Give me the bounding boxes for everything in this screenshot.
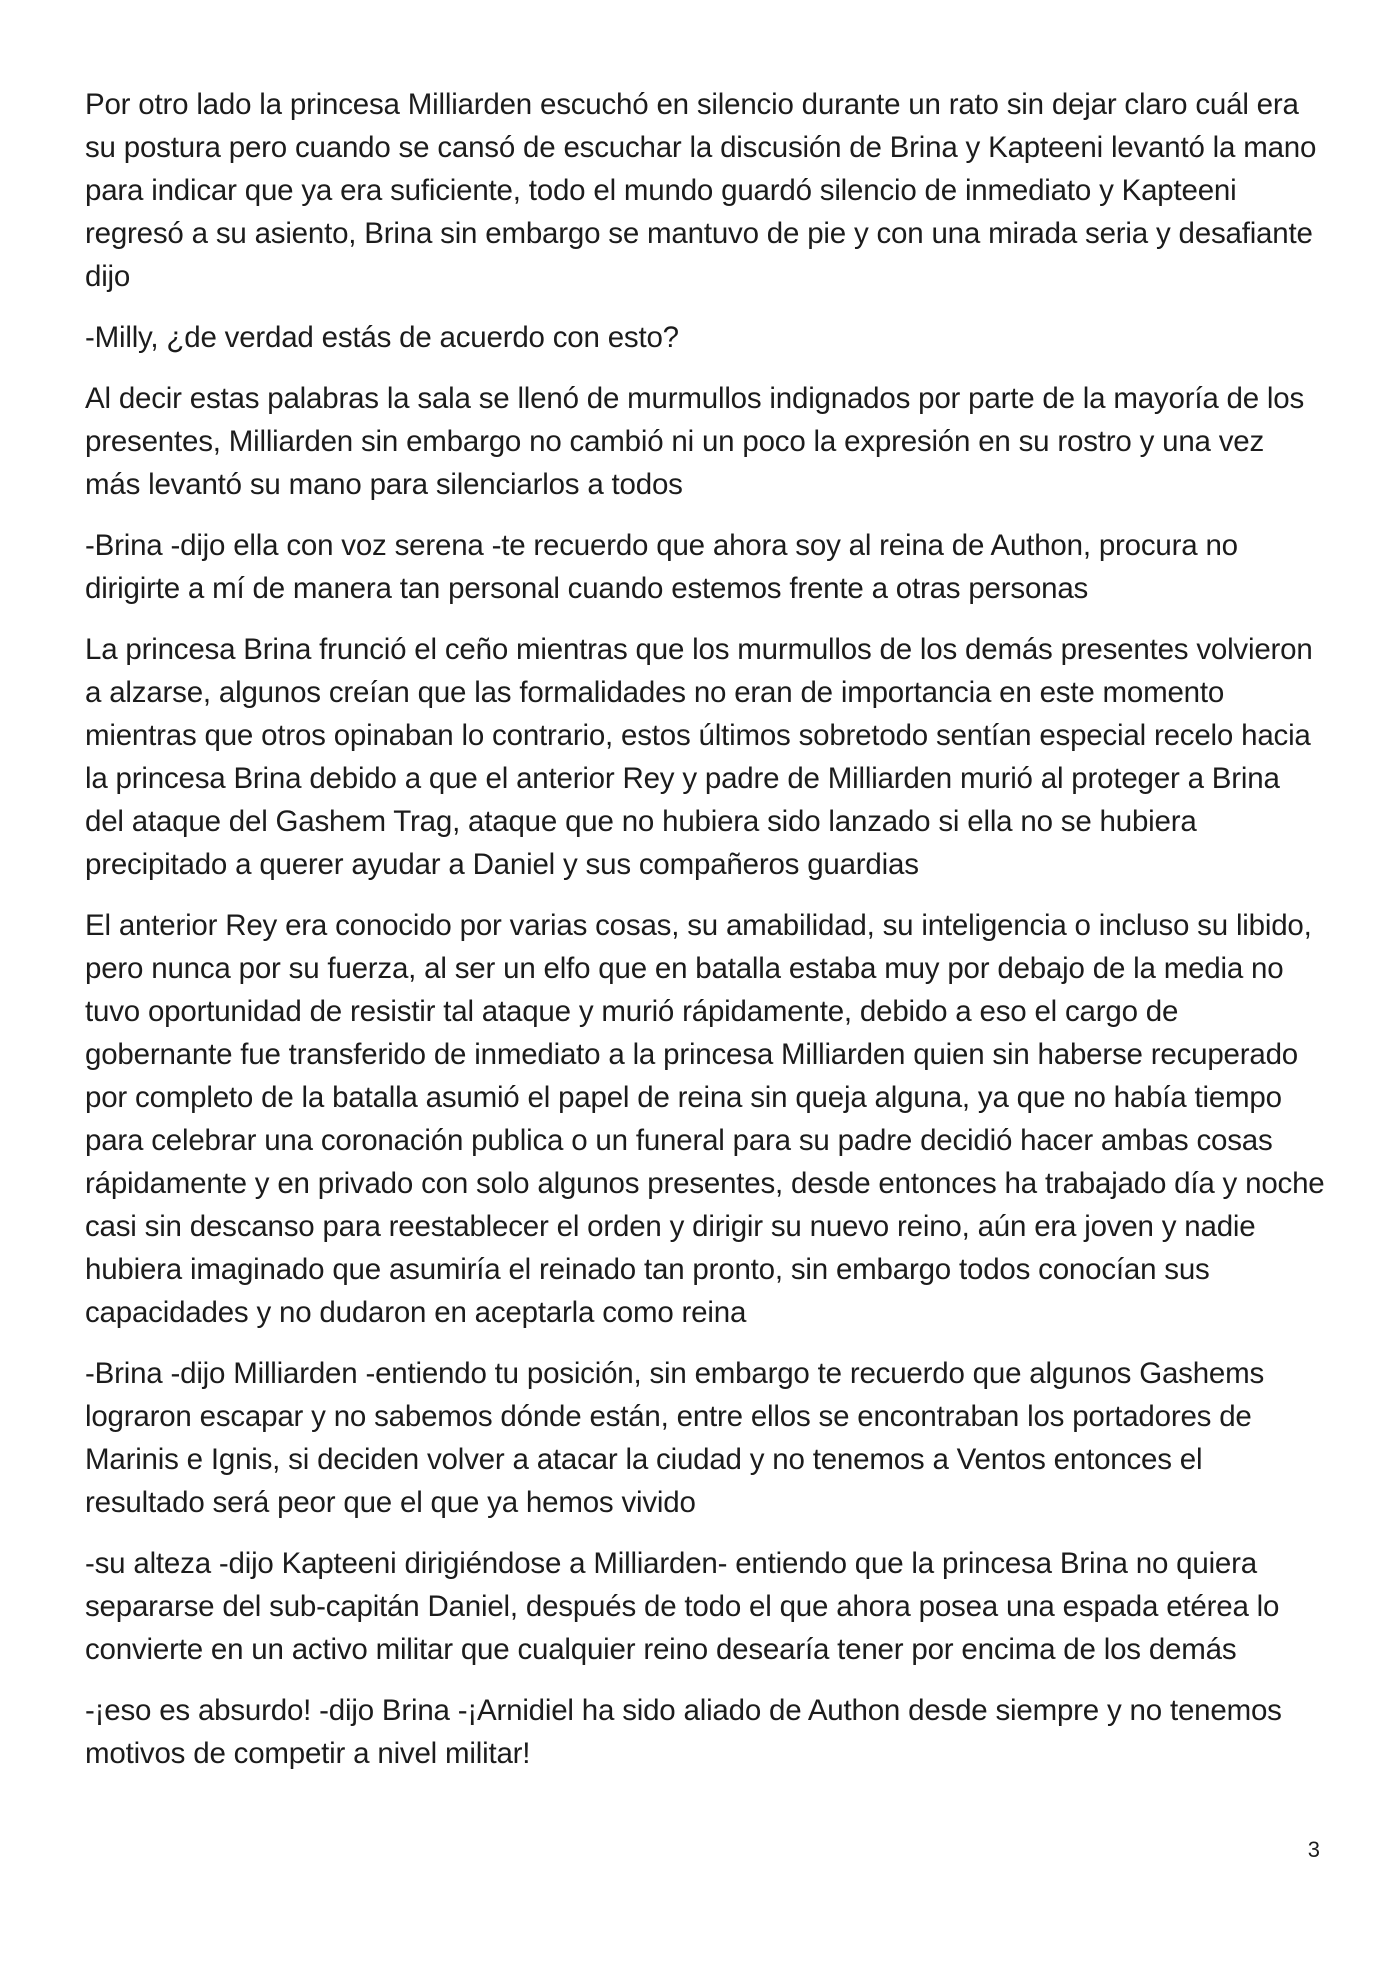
paragraph: Por otro lado la princesa Milliarden escuchó en silencio durante un rato sin dejar claro cuál era su postura pero cuando se cansó de escuchar la discusión de Brina y Kapteeni levantó la mano para indicar que ya era suficiente, todo el mundo guardó silencio de inmediato y Kapteeni regresó a su asiento, Brina sin embargo se mantuvo de pie y con una mirada seria y desafiante dijo <box>85 88 1317 293</box>
paragraph: -Brina -dijo ella con voz serena -te recuerdo que ahora soy al reina de Authon, procura no dirigirte a mí de manera tan personal cuando estemos frente a otras personas <box>85 529 1238 605</box>
paragraph: La princesa Brina frunció el ceño mientras que los murmullos de los demás presentes volvieron a alzarse, algunos creían que las formalidades no eran de importancia en este momento mientras que otros opinaban lo contrario, estos últimos sobretodo sentían especial recelo hacia la princesa Brina debido a que el anterior Rey y padre de Milliarden murió al proteger a Brina del ataque del Gashem Trag, ataque que no hubiera sido lanzado si ella no se hubiera precipitado a querer ayudar a Daniel y sus compañeros guardias <box>85 633 1313 881</box>
paragraph: El anterior Rey era conocido por varias cosas, su amabilidad, su inteligencia o incluso su libido, pero nunca por su fuerza, al ser un elfo que en batalla estaba muy por debajo de la media no tuvo oportunidad de resistir tal ataque y murió rápidamente, debido a eso el cargo de gobernante fue transferido de inmediato a la princesa Milliarden quien sin haberse recuperado por completo de la batalla asumió el papel de reina sin queja alguna, ya que no había tiempo para celebrar una coronación publica o un funeral para su padre decidió hacer ambas cosas rápidamente y en privado con solo algunos presentes, desde entonces ha trabajado día y noche casi sin descanso para reestablecer el orden y dirigir su nuevo reino, aún era joven y nadie hubiera imaginado que asumiría el reinado tan pronto, sin embargo todos conocían sus capacidades y no dudaron en aceptarla como reina <box>85 909 1325 1329</box>
paragraph: -Brina -dijo Milliarden -entiendo tu posición, sin embargo te recuerdo que algunos Gashems lograron escapar y no sabemos dónde están, entre ellos se encontraban los portadores de Marinis e Ignis, si deciden volver a atacar la ciudad y no tenemos a Ventos entonces el resultado será peor que el que ya hemos vivido <box>85 1357 1265 1519</box>
paragraph: Al decir estas palabras la sala se llenó de murmullos indignados por parte de la mayoría de los presentes, Milliarden sin embargo no cambió ni un poco la expresión en su rostro y una vez más levantó su mano para silenciarlos a todos <box>85 382 1305 501</box>
paragraph: -¡eso es absurdo! -dijo Brina -¡Arnidiel ha sido aliado de Authon desde siempre y no tenemos motivos de competir a nivel militar! <box>85 1694 1282 1770</box>
document-body <box>85 83 1325 1793</box>
paragraph: -Milly, ¿de verdad estás de acuerdo con esto? <box>85 321 679 354</box>
page-number: 3 <box>1307 1837 1320 1862</box>
paragraph: -su alteza -dijo Kapteeni dirigiéndose a Milliarden- entiendo que la princesa Brina no quiera separarse del sub-capitán Daniel, después de todo el que ahora posea una espada etérea lo convierte en un activo militar que cualquier reino desearía tener por encima de los demás <box>85 1547 1280 1666</box>
